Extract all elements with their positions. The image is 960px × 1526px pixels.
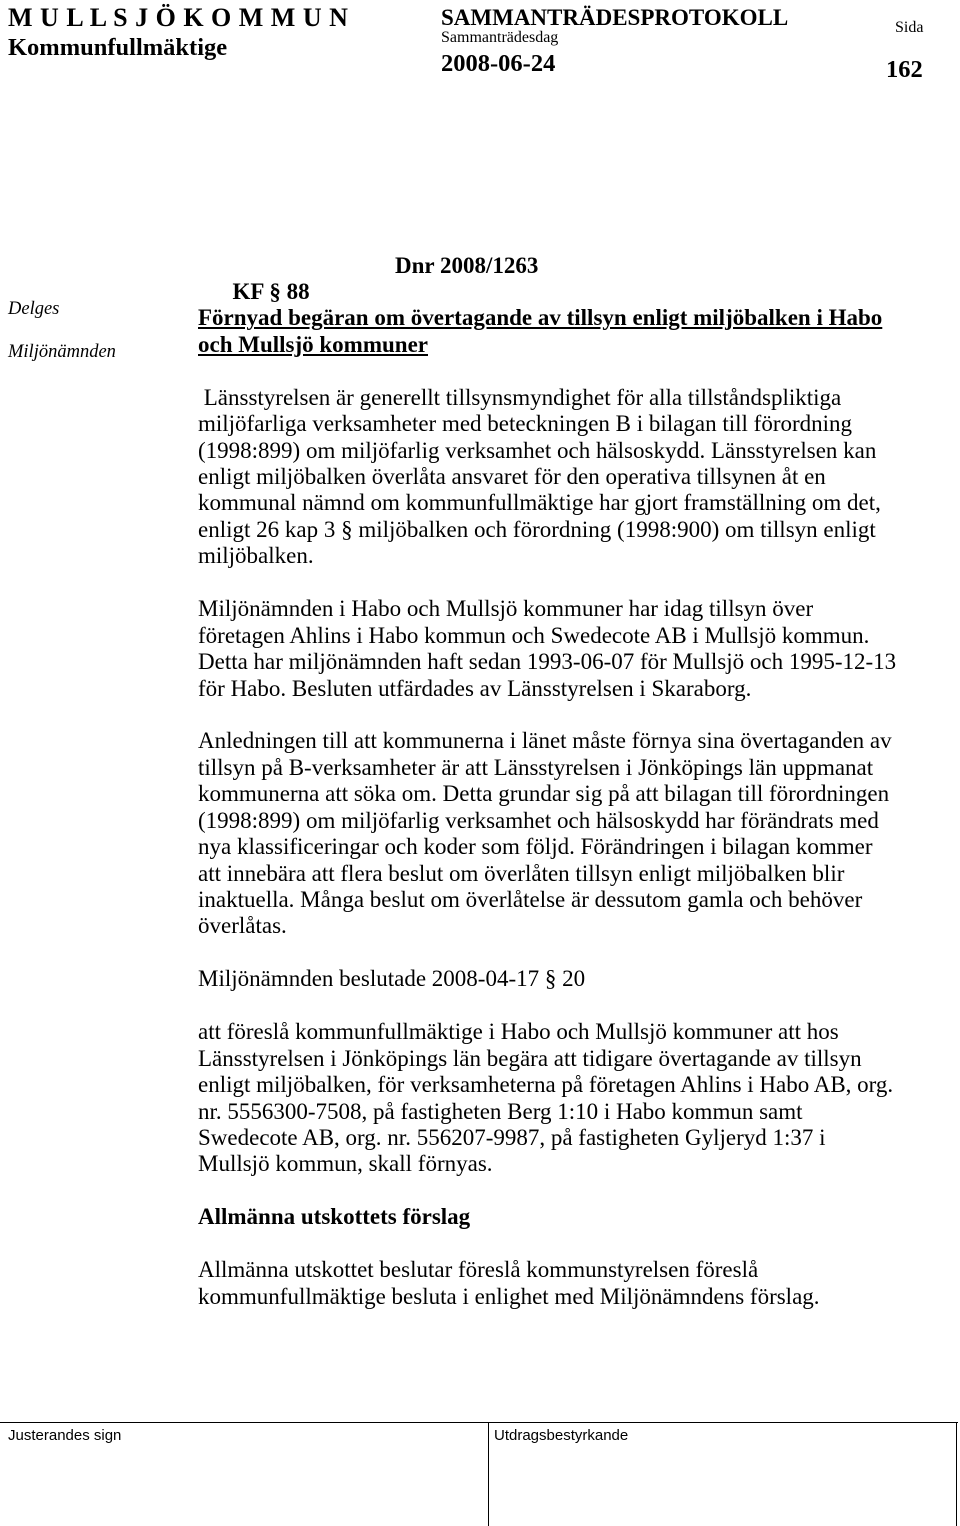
spacer xyxy=(198,358,896,384)
text-line: miljöfarliga verksamheter med beteckningen B i bilagan till förordning xyxy=(198,411,853,437)
text-line: inaktuella. Många beslut om överlåtelse är dessutom gamla och behöver xyxy=(198,887,863,912)
case-header xyxy=(198,252,896,304)
delivery-label: Delges xyxy=(8,299,60,319)
text-line: nr. 5556300-7508, på fastigheten Berg 1:10 i Habo kommun samt xyxy=(198,1098,803,1124)
justification-signature-field: Justerandes sign xyxy=(8,1427,122,1444)
assembly-name: Kommunfullmäktige xyxy=(8,34,228,61)
text-line: miljöbalken. xyxy=(198,543,314,569)
text-line: Länsstyrelsen i Jönköpings län begära att tidigare övertagande av tillsyn xyxy=(198,1045,862,1071)
footer-right-border xyxy=(956,1422,957,1526)
section-heading: Allmänna utskottets förslag xyxy=(198,1204,471,1230)
spacer xyxy=(198,702,896,728)
footer-divider xyxy=(0,1422,958,1423)
text-line: överlåtas. xyxy=(198,913,287,939)
text-line: Länsstyrelsen är generellt tillsynsmyndighet för alla tillståndspliktiga xyxy=(198,384,842,410)
paragraph-reason xyxy=(198,728,896,940)
text-line: kommunfullmäktige besluta i enlighet med Miljönämndens förslag. xyxy=(198,1283,820,1309)
text-line: Detta har miljönämnden haft sedan 1993-06-07 för Mullsjö och 1995-12-13 xyxy=(198,649,897,675)
extract-certification-field: Utdragsbestyrkande xyxy=(494,1427,629,1444)
text-line: Miljönämnden beslutade 2008-04-17 § 20 xyxy=(198,966,586,992)
meeting-date-label: Sammanträdesdag xyxy=(441,29,559,46)
municipality-name: M U L L S J Ö K O M M U N xyxy=(8,3,349,32)
text-line: Mullsjö kommun, skall förnyas. xyxy=(198,1151,493,1177)
text-line: (1998:899) om miljöfarlig verksamhet och hälsoskydd har förändrats med xyxy=(198,807,879,833)
text-line: enligt 26 kap 3 § miljöbalken och förordning (1998:900) om tillsyn enligt xyxy=(198,516,876,542)
text-line: kommunerna att söka om. Detta grundar sig på att bilagan till förordningen xyxy=(198,781,890,807)
text-line: för Habo. Besluten utfärdades av Länsstyrelsen i Skaraborg. xyxy=(198,675,752,701)
footer-cell-divider xyxy=(488,1422,489,1526)
page-number: 162 xyxy=(886,56,923,83)
text-line: Swedecote AB, org. nr. 556207-9987, på fastigheten Gyljeryd 1:37 i xyxy=(198,1124,826,1150)
paragraph-proposal xyxy=(198,1019,896,1178)
text-line: Miljönämnden i Habo och Mullsjö kommuner har idag tillsyn över xyxy=(198,596,814,622)
case-section: KF § 88 xyxy=(232,278,310,304)
protocol-body xyxy=(198,253,896,1311)
paragraph-decision-reference xyxy=(198,966,896,992)
delivery-recipient: Miljönämnden xyxy=(8,342,116,362)
text-line: Anledningen till att kommunerna i länet måste förnya sina övertaganden av xyxy=(198,728,892,754)
spacer xyxy=(198,1231,896,1257)
text-line: (1998:899) om miljöfarlig verksamhet och hälsoskydd. Länsstyrelsen kan xyxy=(198,437,877,463)
paragraph-background xyxy=(198,385,896,570)
text-line: enligt miljöbalken överlåta ansvaret för den operativa tillsynen åt en xyxy=(198,464,826,489)
case-title xyxy=(198,305,896,331)
text-line: företagen Ahlins i Habo kommun och Swedecote AB i Mullsjö kommun. xyxy=(198,622,870,648)
paragraph-current-supervision xyxy=(198,596,896,702)
spacer xyxy=(198,1178,896,1204)
case-title-line: Förnyad begäran om övertagande av tillsyn enligt miljöbalken i Habo xyxy=(198,305,883,331)
spacer xyxy=(198,940,896,966)
case-title xyxy=(198,332,896,358)
spacer xyxy=(198,993,896,1019)
meeting-date: 2008-06-24 xyxy=(441,50,556,77)
spacer xyxy=(198,570,896,596)
document-type: SAMMANTRÄDESPROTOKOLL xyxy=(441,5,789,30)
text-line: Allmänna utskottet beslutar föreslå kommunstyrelsen föreslå xyxy=(198,1257,759,1283)
text-line: kommunal nämnd om kommunfullmäktige har gjort framställning om det, xyxy=(198,490,881,516)
page-label: Sida xyxy=(895,19,924,36)
text-line: tillsyn på B-verksamheter är att Länsstyrelsen i Jönköpings län uppmanat xyxy=(198,754,874,780)
text-line: nya klassificeringar och koder som följd. Förändringen i bilagan kommer xyxy=(198,834,873,860)
text-line: att föreslå kommunfullmäktige i Habo och Mullsjö kommuner att hos xyxy=(198,1019,839,1045)
text-line: enligt miljöbalken, för verksamheterna på företagen Ahlins i Habo AB, org. xyxy=(198,1072,894,1098)
case-title-line: och Mullsjö kommuner xyxy=(198,331,428,357)
case-dnr: Dnr 2008/1263 xyxy=(395,252,539,278)
paragraph-committee-proposal xyxy=(198,1257,896,1310)
text-line: att innebära att flera beslut om överlåten tillsyn enligt miljöbalken blir xyxy=(198,860,845,886)
